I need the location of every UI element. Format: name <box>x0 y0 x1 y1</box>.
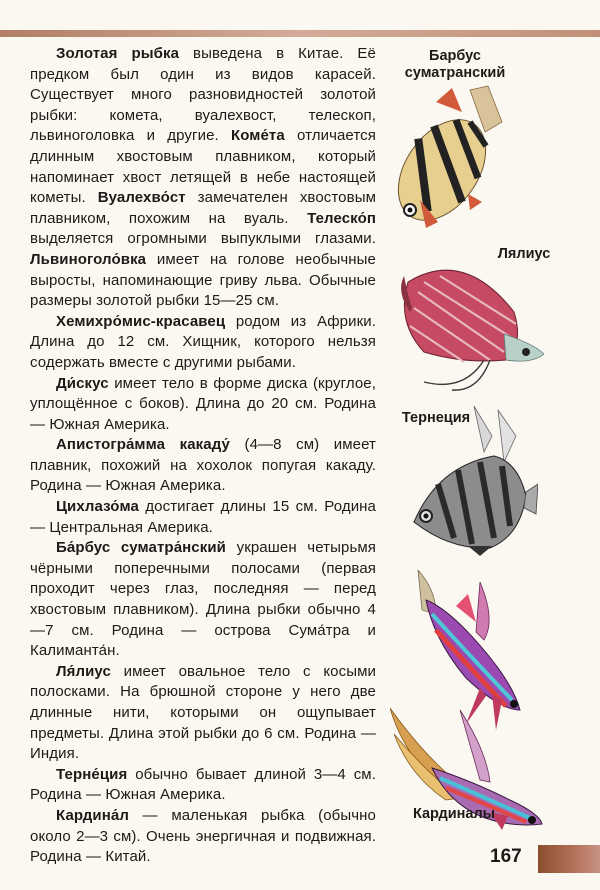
term-heading: Ля́лиус <box>56 662 111 680</box>
term-heading: Апистогра́мма какаду́ <box>56 436 230 454</box>
paragraph-text: обычно бывает длиной 3—4 см. Родина — Южная Америка. <box>30 765 376 804</box>
lyalius-fish-illustration <box>394 252 544 392</box>
paragraph-text: выведена в Китае. Её предком был один из видов карасей. Существует много разновидностей золотой рыбки: комета, вуалехвост, телескоп, львиноголовка и другие. <box>30 45 376 145</box>
top-decorative-rule <box>0 30 600 37</box>
caption-ternetsia: Тернеция <box>401 410 471 426</box>
term-heading: Золотая рыбка <box>56 45 180 62</box>
paragraph-text: замечателен хвостовым плавником, похожим на вуаль. <box>30 189 376 227</box>
paragraph <box>30 806 376 868</box>
paragraph <box>30 497 376 538</box>
caption-lyalius: Лялиус <box>497 246 551 262</box>
page-corner-tab <box>538 845 600 873</box>
paragraph-text: имеет овальное тело с косыми полосками. На брюшной стороне у него две длинные нити, которыми он ощупывает предметы. Длина этой рыбки до 6 см. Родина — Индия. <box>30 662 376 763</box>
paragraph-text: имеет тело в форме диска (круглое, уплощённое с боков). Длина до 20 см. Родина — Южная Америка. <box>30 374 376 433</box>
term-heading: Терне́ция <box>56 765 128 783</box>
paragraph-text: достигает длины 15 см. Родина — Центральная Америка. <box>30 498 376 536</box>
paragraph <box>30 312 376 374</box>
article-text <box>30 44 376 868</box>
paragraph <box>30 374 376 436</box>
ternetsia-fish-illustration <box>398 406 538 556</box>
term-heading: Вуалехво́ст <box>97 189 186 207</box>
term-heading: Хемихро́мис-красавец <box>56 312 226 330</box>
term-heading: Телеско́п <box>307 209 376 227</box>
paragraph-text: — маленькая рыбка (обычно около 2—3 см). Очень энергичная и подвижная. Родина — Китай. <box>30 806 376 866</box>
paragraph <box>30 44 376 312</box>
term-heading: Ба́рбус суматра́нский <box>56 539 226 557</box>
caption-barbus-line2: суматранский <box>404 65 506 81</box>
term-heading: Коме́та <box>230 127 285 145</box>
paragraph <box>30 435 376 497</box>
page-number: 167 <box>490 846 522 867</box>
term-heading: Ди́скус <box>56 374 109 392</box>
paragraph <box>30 662 376 765</box>
paragraph-text: (4—8 см) имеет плавник, похожий на хохолок попугая какаду. Родина — Южная Америка. <box>30 436 376 495</box>
term-heading: Цихлазо́ма <box>56 498 139 516</box>
paragraph-text: украшен четырьмя чёрными поперечными полосами (первая проходит через глаз, последняя — перед хвостовым плавником). Длина рыбки обычно 4—7 см. Родина — острова Сума́тра и Калиманта́н. <box>30 539 376 660</box>
caption-cardinals: Кардиналы <box>412 806 496 822</box>
caption-barbus <box>390 48 520 82</box>
paragraph <box>30 765 376 806</box>
paragraph-text: имеет на голове необычные выросты, напоминающие гриву льва. Обычные размеры золотой рыбки 15—25 см. <box>30 250 376 310</box>
term-heading: Кардина́л <box>56 806 129 824</box>
term-heading: Львиноголо́вка <box>30 250 147 268</box>
paragraph-text: выделяется огромными выпуклыми глазами. <box>30 230 376 248</box>
paragraph-text: отличается длинным хвостовым плавником, который напоминает хвост летящей в небе настоящей кометы. <box>30 127 376 207</box>
caption-barbus-line1: Барбус <box>429 48 481 64</box>
paragraph-text: родом из Африки. Длина до 12 см. Хищник, которого нельзя содержать вместе с другими рыбами. <box>30 312 376 371</box>
barbus-fish-illustration <box>390 82 520 232</box>
fish-illustrations <box>390 40 600 840</box>
paragraph <box>30 538 376 662</box>
